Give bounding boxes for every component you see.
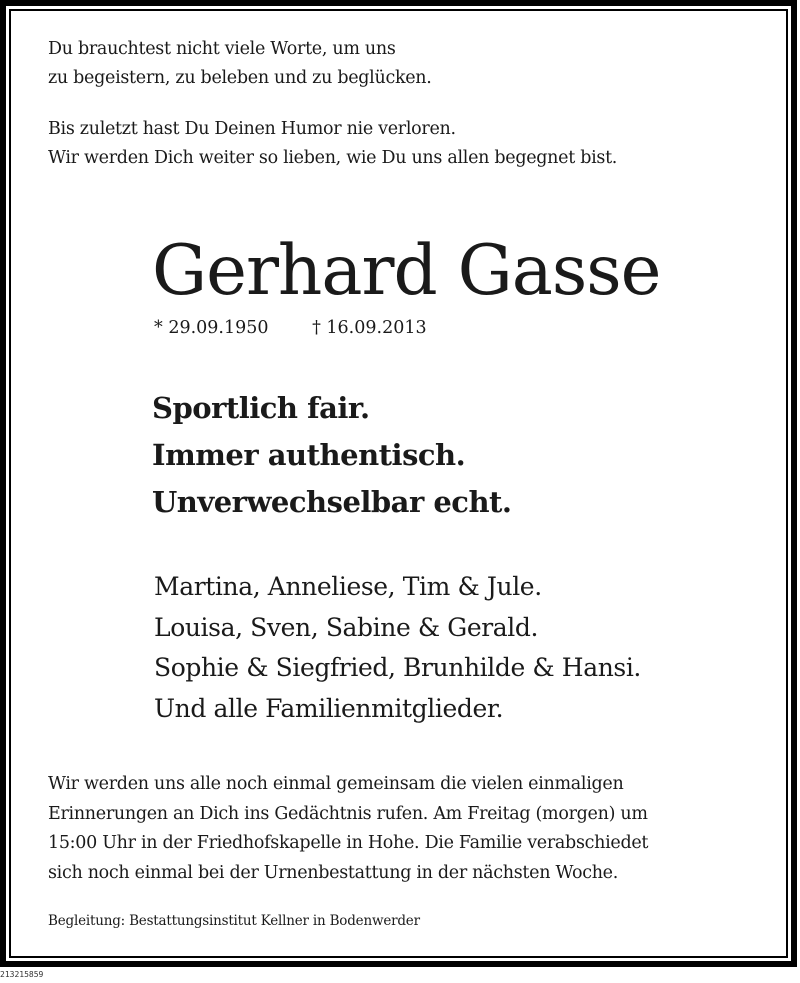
deceased-name: Gerhard Gasse [152, 231, 661, 311]
ad-code: 213215859 [0, 970, 44, 979]
notice-line: Erinnerungen an Dich ins Gedächtnis rufen. Am Freitag (morgen) um [48, 803, 648, 824]
life-dates [154, 318, 427, 338]
mourners-line: Sophie & Siegfried, Brunhilde & Hansi. [154, 653, 641, 682]
intro-line: Wir werden Dich weiter so lieben, wie Du uns allen begegnet bist. [48, 148, 618, 168]
mourners-line: Und alle Familienmitglieder. [154, 693, 504, 723]
funeral-notice [48, 770, 648, 888]
motto-line: Immer authentisch. [152, 438, 466, 472]
notice-line: 15:00 Uhr in der Friedhofskapelle in Hohe. Die Familie verabschiedet [48, 833, 649, 853]
funeral-home-credit: Begleitung: Bestattungsinstitut Kellner in Bodenwerder [48, 913, 420, 929]
intro-stanza-1 [48, 35, 432, 93]
mourners-line: Louisa, Sven, Sabine & Gerald. [154, 612, 539, 642]
motto-line: Unverwechselbar echt. [152, 485, 512, 519]
intro-stanza-2 [48, 115, 617, 173]
mourners-list [154, 567, 641, 729]
intro-line: zu begeistern, zu beleben und zu beglücken. [48, 68, 432, 88]
birth-date: * 29.09.1950 [154, 318, 269, 338]
motto-line: Sportlich fair. [152, 391, 370, 425]
intro-line: Du brauchtest nicht viele Worte, um uns [48, 39, 396, 59]
mourners-line: Martina, Anneliese, Tim & Jule. [154, 572, 542, 601]
death-date: † 16.09.2013 [312, 318, 427, 338]
notice-line: Wir werden uns alle noch einmal gemeinsam die vielen einmaligen [48, 774, 624, 794]
notice-line: sich noch einmal bei der Urnenbestattung in der nächsten Woche. [48, 862, 618, 883]
motto [152, 385, 512, 526]
intro-line: Bis zuletzt hast Du Deinen Humor nie verloren. [48, 119, 456, 139]
